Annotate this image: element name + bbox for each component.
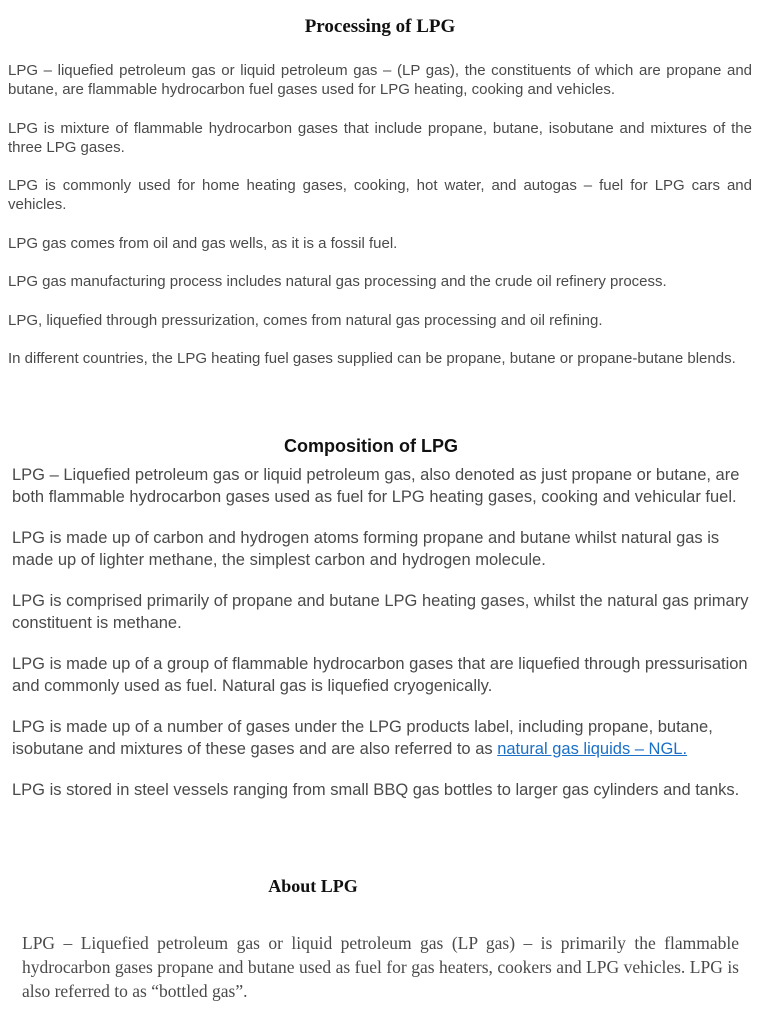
processing-paragraph: LPG, liquefied through pressurization, comes from natural gas processing and oil refining.: [8, 311, 603, 329]
about-heading: About LPG: [268, 876, 358, 896]
processing-paragraph: In different countries, the LPG heating fuel gases supplied can be propane, butane or propane-butane blends.: [8, 350, 736, 367]
composition-storage-paragraph: LPG is stored in steel vessels ranging from small BBQ gas bottles to larger gas cylinders and tanks.: [12, 781, 740, 799]
processing-paragraph: LPG gas manufacturing process includes natural gas processing and the crude oil refinery process.: [8, 273, 667, 290]
processing-paragraph: LPG is mixture of flammable hydrocarbon gases that include propane, butane, isobutane and mixtures of the three LPG gases.: [8, 119, 752, 156]
processing-paragraph: LPG – liquefied petroleum gas or liquid petroleum gas – (LP gas), the constituents of which are propane and butane, are flammable hydrocarbon fuel gases used for LPG heating, cooking and vehicles.: [8, 62, 752, 98]
about-section: [22, 931, 739, 1003]
processing-paragraph: LPG gas comes from oil and gas wells, as it is a fossil fuel.: [8, 234, 398, 252]
composition-ngl-paragraph: [12, 717, 762, 760]
composition-paragraph: LPG is made up of carbon and hydrogen atoms forming propane and butane whilst natural gas is made up of lighter methane, the simplest carbon and hydrogen molecule.: [12, 529, 720, 569]
composition-paragraph: LPG is made up of a group of flammable hydrocarbon gases that are liquefied through pressurisation and commonly used as fuel. Natural gas is liquefied cryogenically.: [12, 655, 748, 695]
ngl-link[interactable]: natural gas liquids – NGL.: [497, 739, 688, 758]
composition-paragraph: LPG – Liquefied petroleum gas or liquid petroleum gas, also denoted as just propane or butane, are both flammable hydrocarbon gases used as fuel for LPG heating gases, cooking and vehicular fuel.: [12, 466, 740, 506]
processing-heading: Processing of LPG: [304, 16, 456, 37]
processing-section: [8, 61, 752, 388]
about-paragraph: LPG – Liquefied petroleum gas or liquid petroleum gas (LP gas) – is primarily the flammable hydrocarbon gases propane and butane used as fuel for gas heaters, cookers and LPG vehicles. LPG is also referred to as “bottled gas”.: [22, 933, 739, 1001]
composition-paragraph: LPG is comprised primarily of propane and butane LPG heating gases, whilst the natural gas primary constituent is methane.: [12, 592, 749, 632]
composition-heading: Composition of LPG: [284, 436, 458, 456]
processing-paragraph: LPG is commonly used for home heating gases, cooking, hot water, and autogas – fuel for LPG cars and vehicles.: [8, 177, 752, 213]
ngl-paragraph-text: LPG is made up of a number of gases under the LPG products label, including propane, butane, isobutane and mixtures of these gases and are also referred to as: [12, 718, 713, 758]
composition-section: [12, 465, 762, 822]
